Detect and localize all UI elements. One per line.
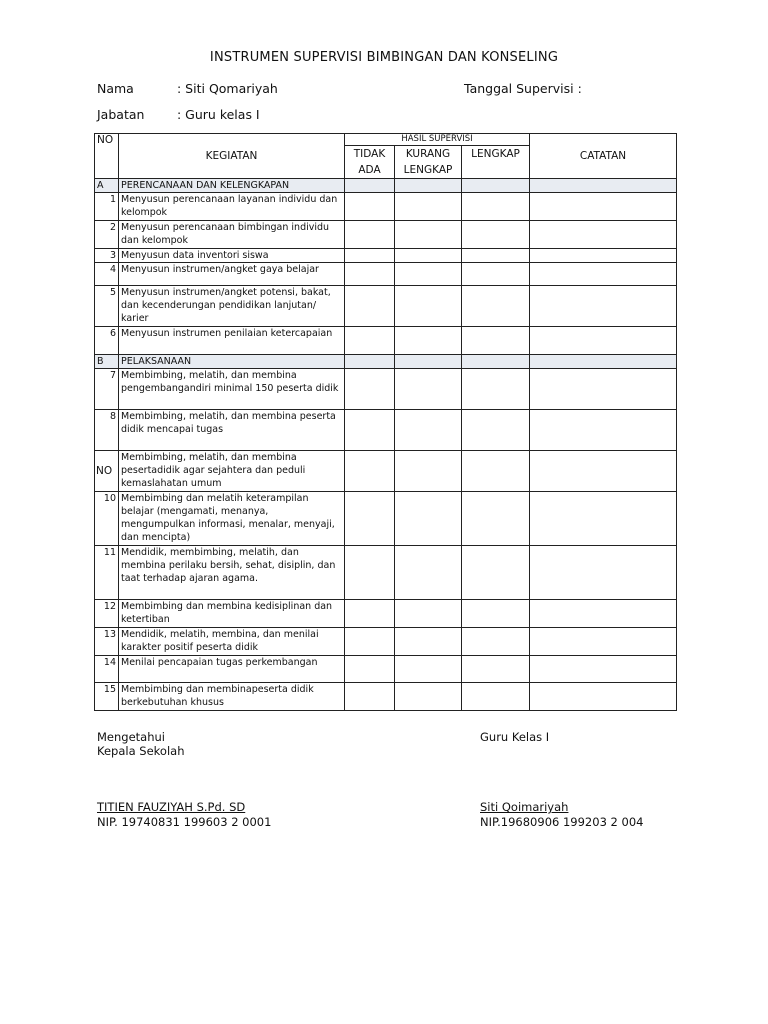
guru-kelas-name: Siti Qoimariyah — [480, 800, 569, 814]
row-kegiatan: Mendidik, membimbing, melatih, dan membina perilaku bersih, sehat, disiplin, dan taat terhadap ajaran agama. — [119, 546, 345, 600]
guru-kelas-nip: NIP.19680906 199203 2 004 — [480, 815, 644, 829]
row-no: 14 — [95, 656, 119, 683]
row-no: 15 — [95, 683, 119, 711]
row-no: 12 — [95, 600, 119, 628]
nama-value: : Siti Qomariyah — [177, 81, 278, 96]
row-kegiatan: Menyusun instrumen/angket potensi, bakat, dan kecenderungan pendidikan lanjutan/ karier — [119, 286, 345, 327]
row-no: 1 — [95, 193, 119, 221]
header-no: NO — [95, 134, 119, 179]
row-no: 8 — [95, 410, 119, 451]
table-row — [95, 221, 677, 249]
jabatan-label: Jabatan — [97, 107, 145, 122]
kepala-sekolah-name: TITIEN FAUZIYAH S.Pd. SD — [97, 800, 246, 814]
row-no: A — [95, 179, 119, 193]
row-kegiatan: Menilai pencapaian tugas perkembangan — [119, 656, 345, 683]
row-no: 10 — [95, 492, 119, 546]
jabatan-value: : Guru kelas I — [177, 107, 260, 122]
table-row — [95, 263, 677, 286]
header-lengkap: LENGKAP — [462, 146, 530, 179]
nama-label: Nama — [97, 81, 134, 96]
supervision-table — [94, 133, 677, 711]
row-kegiatan: Membimbing dan melatih keterampilan belajar (mengamati, menanya, mengumpulkan informasi, menalar, menyaji, dan mencipta) — [119, 492, 345, 546]
row-kegiatan: PELAKSANAAN — [119, 355, 345, 369]
table-row — [95, 451, 677, 492]
table-row — [95, 656, 677, 683]
table-row — [95, 355, 677, 369]
mengetahui-label: Mengetahui — [97, 730, 165, 744]
table-row — [95, 410, 677, 451]
row-kegiatan: Menyusun perencanaan layanan individu dan kelompok — [119, 193, 345, 221]
row-kegiatan: Membimbing, melatih, dan membina pengembangandiri minimal 150 peserta didik — [119, 369, 345, 410]
table-row — [95, 193, 677, 221]
row-no: 5 — [95, 286, 119, 327]
header-kegiatan: KEGIATAN — [119, 134, 345, 179]
table-row — [95, 492, 677, 546]
table-row — [95, 628, 677, 656]
row-no: 7 — [95, 369, 119, 410]
table-row — [95, 286, 677, 327]
table-row — [95, 369, 677, 410]
row-no: 4 — [95, 263, 119, 286]
tanggal-supervisi-label: Tanggal Supervisi : — [464, 81, 582, 96]
header-tidak-ada: TIDAK ADA — [345, 146, 395, 179]
table-row — [95, 600, 677, 628]
row-kegiatan: Menyusun data inventori siswa — [119, 249, 345, 263]
row-no: 3 — [95, 249, 119, 263]
row-kegiatan: Menyusun instrumen/angket gaya belajar — [119, 263, 345, 286]
row-kegiatan: PERENCANAAN DAN KELENGKAPAN — [119, 179, 345, 193]
row-no: 13 — [95, 628, 119, 656]
table-row — [95, 683, 677, 711]
row-kegiatan: Membimbing dan membina kedisiplinan dan ketertiban — [119, 600, 345, 628]
row-kegiatan: Membimbing dan membinapeserta didik berkebutuhan khusus — [119, 683, 345, 711]
table-row — [95, 249, 677, 263]
row-kegiatan: Mendidik, melatih, membina, dan menilai karakter positif peserta didik — [119, 628, 345, 656]
kepala-sekolah-nip: NIP. 19740831 199603 2 0001 — [97, 815, 272, 829]
row-no: 2 — [95, 221, 119, 249]
row-kegiatan: Membimbing, melatih, dan membina pesertadidik agar sejahtera dan peduli kemaslahatan umum — [119, 451, 345, 492]
guru-kelas-label: Guru Kelas I — [480, 730, 550, 744]
row-no: NO — [95, 451, 119, 492]
document-title: INSTRUMEN SUPERVISI BIMBINGAN DAN KONSELING — [209, 50, 559, 65]
row-kegiatan: Membimbing, melatih, dan membina peserta didik mencapai tugas — [119, 410, 345, 451]
table-row — [95, 327, 677, 355]
row-no: 11 — [95, 546, 119, 600]
row-no: 6 — [95, 327, 119, 355]
header-catatan: CATATAN — [530, 134, 677, 179]
kepala-sekolah-label: Kepala Sekolah — [97, 744, 185, 758]
row-no: B — [95, 355, 119, 369]
table-row — [95, 546, 677, 600]
row-kegiatan: Menyusun perencanaan bimbingan individu dan kelompok — [119, 221, 345, 249]
header-hasil-supervisi: HASIL SUPERVISI — [345, 134, 530, 146]
table-row — [95, 179, 677, 193]
header-kurang-lengkap: KURANG LENGKAP — [395, 146, 462, 179]
row-kegiatan: Menyusun instrumen penilaian ketercapaian — [119, 327, 345, 355]
